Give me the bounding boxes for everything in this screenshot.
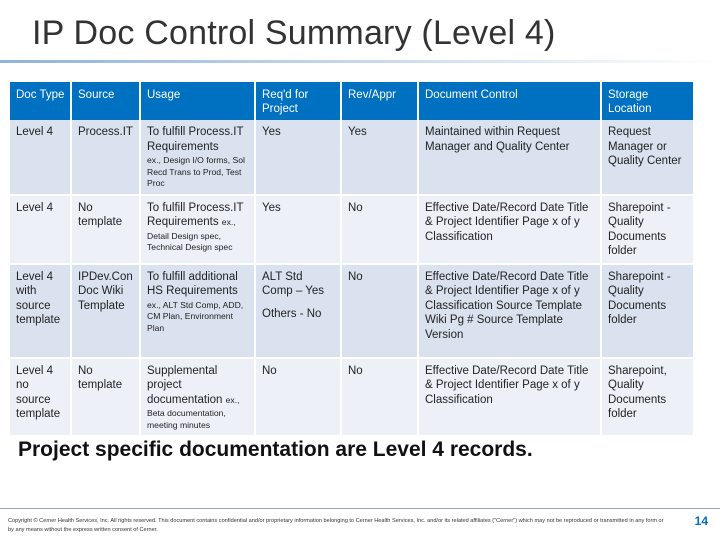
table-row: [10, 195, 694, 264]
table-row: [10, 120, 694, 195]
cell-source: IPDev.Con Doc Wiki Template: [71, 264, 140, 358]
cell-usage: [140, 264, 255, 358]
cell-doc-type: Level 4 with source template: [10, 264, 71, 358]
doc-control-table: [10, 82, 695, 437]
cell-usage: [140, 358, 255, 437]
copyright-notice: Copyright © Cerner Health Services, Inc. All rights reserved. This document contains confidential and/or proprietary information belonging to Cerner Health Services, Inc. and/or its related affiliates ("Cerner") which may not be reproduced or transmitted in any form or by any means without the express written consent of Cerner.: [8, 518, 664, 533]
usage-text: To fulfill Process.IT Requirements: [147, 201, 244, 228]
usage-text: To fulfill additional HS Requirements: [147, 270, 238, 297]
cell-storage: Sharepoint, Quality Documents folder: [601, 358, 694, 437]
table-header-row: [10, 82, 694, 120]
cell-rev: No: [341, 264, 418, 358]
cell-reqd: No: [255, 358, 341, 437]
usage-example-prefix: ex.,: [221, 217, 236, 227]
usage-example-note: ex., Design I/O forms, Sol Recd Trans to Prod, Test Proc: [147, 155, 245, 188]
cell-storage: Sharepoint - Quality Documents folder: [601, 264, 694, 358]
cell-usage: [140, 195, 255, 264]
slide-title: IP Doc Control Summary (Level 4): [32, 14, 556, 52]
header-source: Source: [71, 82, 140, 120]
cell-rev: Yes: [341, 120, 418, 195]
key-statement: Project specific documentation are Level 4 records.: [18, 438, 533, 461]
cell-document-control: Effective Date/Record Date Title & Project Identifier Page x of y Classification: [418, 358, 601, 437]
reqd-extra-text: Others - No: [262, 307, 322, 320]
header-storage-location: Storage Location: [601, 82, 694, 120]
usage-example-note: ex., ALT Std Comp, ADD, CM Plan, Environment Plan: [147, 299, 244, 333]
cell-doc-type: Level 4: [10, 195, 71, 264]
cell-document-control: Effective Date/Record Date Title & Project Identifier Page x of y Classification Source Template Wiki Pg # Source Template Version: [418, 264, 601, 358]
cell-document-control: Maintained within Request Manager and Quality Center: [418, 120, 601, 195]
usage-example-prefix: ex.,: [225, 394, 240, 405]
usage-example-note: Beta documentation, meeting minutes: [147, 408, 226, 430]
cell-reqd: Yes: [255, 120, 341, 195]
cell-rev: No: [341, 358, 418, 437]
cell-storage: Sharepoint - Quality Documents folder: [601, 195, 694, 264]
table-row: [10, 264, 694, 358]
header-document-control: Document Control: [418, 82, 601, 120]
cell-reqd: Yes: [255, 195, 341, 264]
cell-source: Process.IT: [71, 120, 140, 195]
header-rev-appr: Rev/Appr: [341, 82, 418, 120]
cell-rev: No: [341, 195, 418, 264]
cell-reqd: [255, 264, 341, 358]
cell-source: No template: [71, 358, 140, 437]
reqd-text: ALT Std Comp – Yes: [262, 270, 325, 297]
header-reqd-for-project: Req'd for Project: [255, 82, 341, 120]
usage-text: Supplemental project documentation: [147, 364, 223, 406]
cell-doc-type: Level 4: [10, 120, 71, 195]
header-usage: Usage: [140, 82, 255, 120]
usage-text: To fulfill Process.IT Requirements: [147, 126, 244, 153]
cell-usage: [140, 120, 255, 195]
cell-doc-type: Level 4 no source template: [10, 358, 71, 437]
usage-example-note: Detail Design spec, Technical Design spec: [147, 230, 233, 252]
table-row: [10, 358, 694, 437]
title-underline-decoration: [0, 60, 720, 66]
page-number: 14: [694, 514, 708, 528]
cell-document-control: Effective Date/Record Date Title & Project Identifier Page x of y Classification: [418, 195, 601, 264]
footer-divider: [0, 508, 720, 509]
cell-storage: Request Manager or Quality Center: [601, 120, 694, 195]
cell-source: No template: [71, 195, 140, 264]
header-doc-type: Doc Type: [10, 82, 71, 120]
